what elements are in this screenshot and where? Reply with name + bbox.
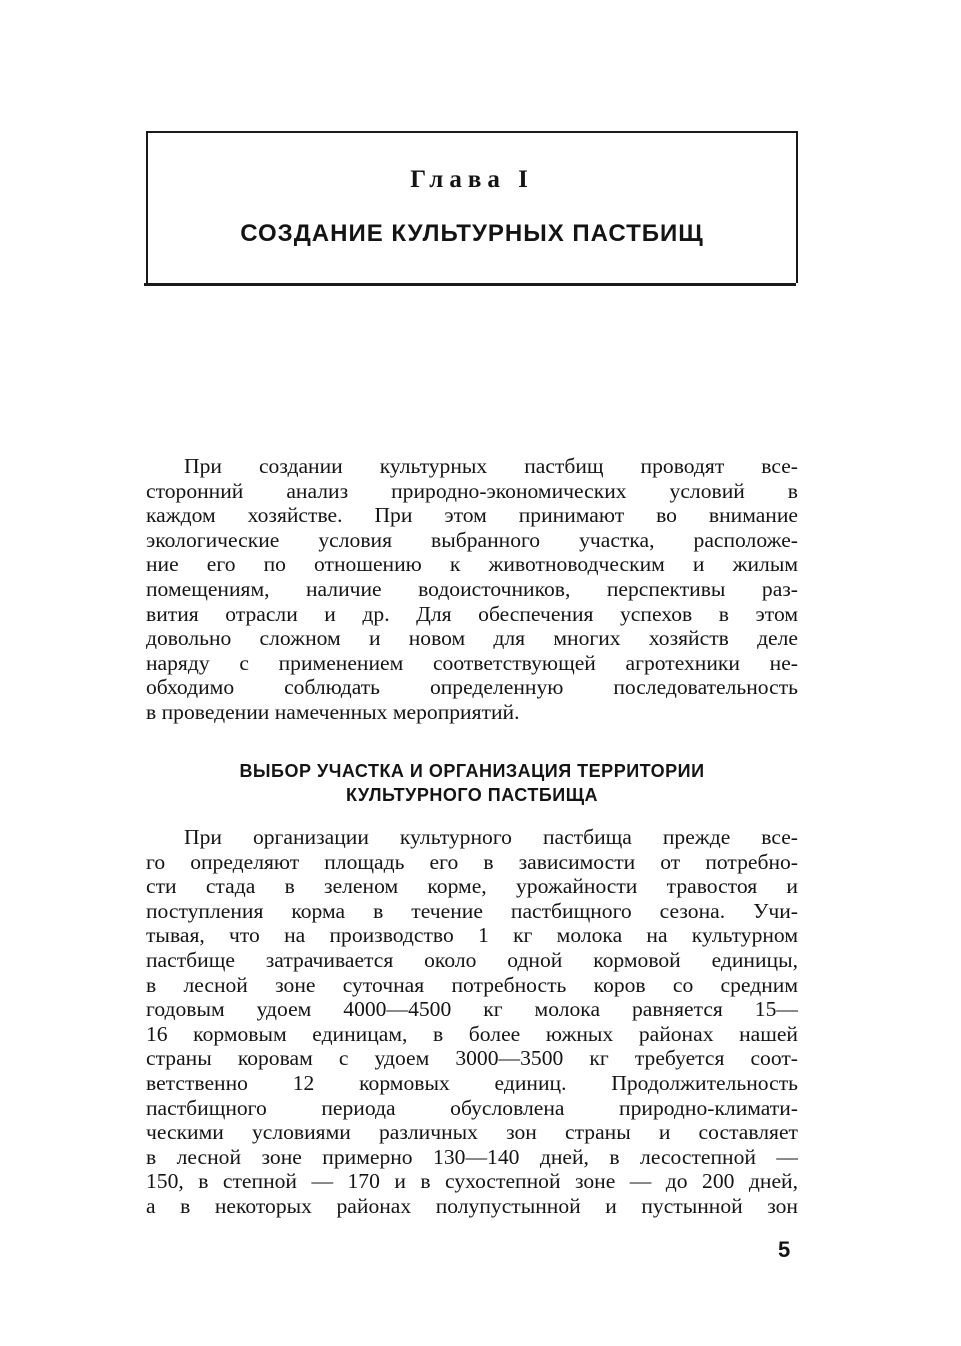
text-line: в проведении намеченных мероприятий.: [146, 699, 520, 724]
chapter-number: Глава I: [410, 166, 534, 193]
chapter-frame-bottom-rule: [144, 283, 796, 286]
text-line: довольно сложном и новом для многих хозяйств деле: [146, 626, 798, 651]
intro-paragraph: [146, 454, 798, 725]
text-line: в лесной зоне суточная потребность коров со средним: [146, 972, 798, 997]
text-line: ние его по отношению к животноводческим и жилым: [146, 552, 798, 577]
text-line: При создании культурных пастбищ проводят все-: [184, 454, 798, 478]
text-line: тывая, что на производство 1 кг молока на культурном: [146, 923, 798, 948]
page-number: 5: [778, 1237, 791, 1262]
text-line: а в некоторых районах полупустынной и пустынной зон: [146, 1193, 798, 1218]
text-line: поступления корма в течение пастбищного сезона. Учи-: [146, 898, 798, 923]
text-line: страны коровам с удоем 3000—3500 кг требуется соот-: [146, 1046, 798, 1071]
text-line: сти стада в зеленом корме, урожайности травостоя и: [146, 874, 798, 899]
section-heading-line: КУЛЬТУРНОГО ПАСТБИЩА: [345, 785, 599, 805]
text-line: каждом хозяйстве. При этом принимают во внимание: [146, 503, 798, 528]
text-line: в лесной зоне примерно 130—140 дней, в лесостепной —: [146, 1144, 798, 1169]
text-line: помещениям, наличие водоисточников, перспективы раз-: [146, 576, 798, 601]
chapter-frame: [146, 133, 798, 283]
text-line: обходимо соблюдать определенную последовательность: [146, 675, 798, 700]
text-line: пастбище затрачивается около одной кормовой единицы,: [146, 947, 798, 972]
text-line: 16 кормовым единицам, в более южных районах нашей: [146, 1021, 798, 1046]
text-line: го определяют площадь его в зависимости от потребно-: [146, 849, 798, 874]
text-line: ветственно 12 кормовых единиц. Продолжительность: [146, 1070, 798, 1095]
chapter-title: СОЗДАНИЕ КУЛЬТУРНЫХ ПАСТБИЩ: [240, 220, 704, 247]
text-line: При организации культурного пастбища прежде все-: [184, 825, 798, 849]
section-heading-line: ВЫБОР УЧАСТКА И ОРГАНИЗАЦИЯ ТЕРРИТОРИИ: [239, 761, 705, 781]
text-line: вития отрасли и др. Для обеспечения успехов в этом: [146, 601, 798, 626]
text-line: сторонний анализ природно-экономических условий в: [146, 478, 798, 503]
text-line: 150, в степной — 170 и в сухостепной зоне — до 200 дней,: [146, 1169, 798, 1194]
text-line: наряду с применением соответствующей агротехники не-: [146, 650, 798, 675]
text-line: годовым удоем 4000—4500 кг молока равняется 15—: [146, 997, 798, 1022]
text-line: экологические условия выбранного участка, расположе-: [146, 527, 798, 552]
text-line: ческими условиями различных зон страны и составляет: [146, 1120, 798, 1145]
body-paragraph: [146, 825, 798, 1219]
section-heading: [146, 759, 798, 807]
text-line: пастбищного периода обусловлена природно-климати-: [146, 1095, 798, 1120]
